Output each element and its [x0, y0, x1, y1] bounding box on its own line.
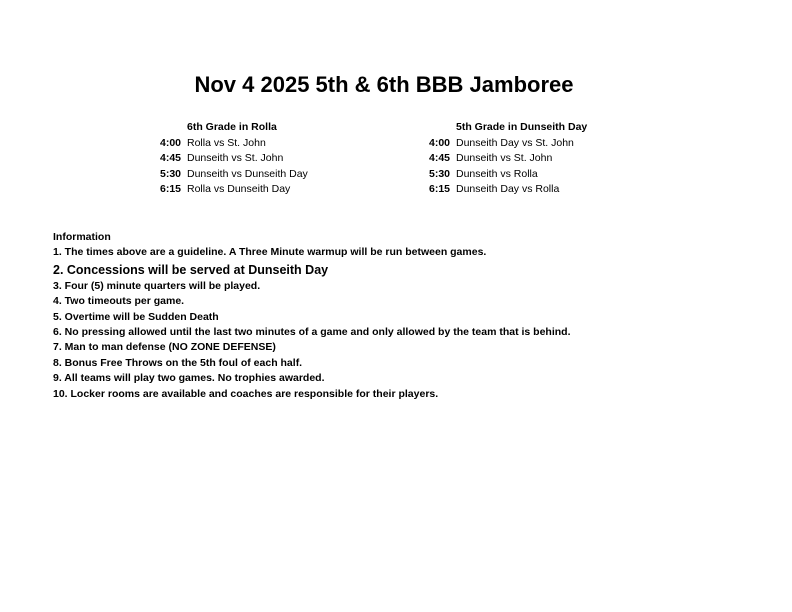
game-matchup: Rolla vs Dunseith Day: [187, 183, 291, 196]
game-matchup: Dunseith vs Dunseith Day: [187, 167, 308, 180]
page-title: Nov 4 2025 5th & 6th BBB Jamboree: [194, 72, 574, 97]
information-heading: Information: [53, 231, 111, 243]
game-matchup: Dunseith vs Rolla: [456, 167, 538, 180]
information-item: 7. Man to man defense (NO ZONE DEFENSE): [53, 341, 276, 354]
information-item: 3. Four (5) minute quarters will be played.: [53, 279, 261, 292]
game-time: 5:30: [160, 167, 182, 180]
information-item: 5. Overtime will be Sudden Death: [53, 310, 219, 323]
information-item: 4. Two timeouts per game.: [53, 295, 185, 308]
schedule-row: [160, 182, 308, 198]
schedule-row: [160, 167, 308, 183]
game-time: 6:15: [429, 183, 451, 196]
fifth-grade-schedule: [429, 120, 587, 198]
game-time: 5:30: [429, 167, 451, 180]
schedule-row: [429, 182, 587, 198]
game-time: 4:00: [160, 136, 182, 149]
information-item: 2. Concessions will be served at Dunseith Day: [53, 262, 329, 277]
information-item: 9. All teams will play two games. No trophies awarded.: [53, 372, 325, 385]
game-matchup: Rolla vs St. John: [187, 136, 266, 149]
game-matchup: Dunseith Day vs Rolla: [456, 183, 560, 196]
sixth-grade-heading: 6th Grade in Rolla: [187, 121, 277, 133]
game-time: 4:45: [160, 152, 182, 165]
schedule-row: [160, 151, 308, 167]
game-time: 4:00: [429, 136, 451, 149]
schedule-row: [429, 151, 587, 167]
game-time: 6:15: [160, 183, 182, 196]
schedule-row: [160, 136, 308, 152]
fifth-grade-heading: 5th Grade in Dunseith Day: [456, 121, 588, 133]
game-matchup: Dunseith vs St. John: [456, 152, 553, 165]
sixth-grade-schedule: [160, 120, 308, 198]
information-item: 10. Locker rooms are available and coaches are responsible for their players.: [53, 387, 439, 400]
game-matchup: Dunseith vs St. John: [187, 152, 284, 165]
game-matchup: Dunseith Day vs St. John: [456, 136, 574, 149]
information-section: [53, 230, 571, 402]
schedule-row: [429, 167, 587, 183]
information-item: 6. No pressing allowed until the last two minutes of a game and only allowed by the team that is behind.: [53, 326, 571, 339]
game-time: 4:45: [429, 152, 451, 165]
information-item: 8. Bonus Free Throws on the 5th foul of each half.: [53, 356, 303, 369]
information-item: 1. The times above are a guideline. A Three Minute warmup will be run between games.: [53, 246, 487, 259]
schedule-row: [429, 136, 587, 152]
